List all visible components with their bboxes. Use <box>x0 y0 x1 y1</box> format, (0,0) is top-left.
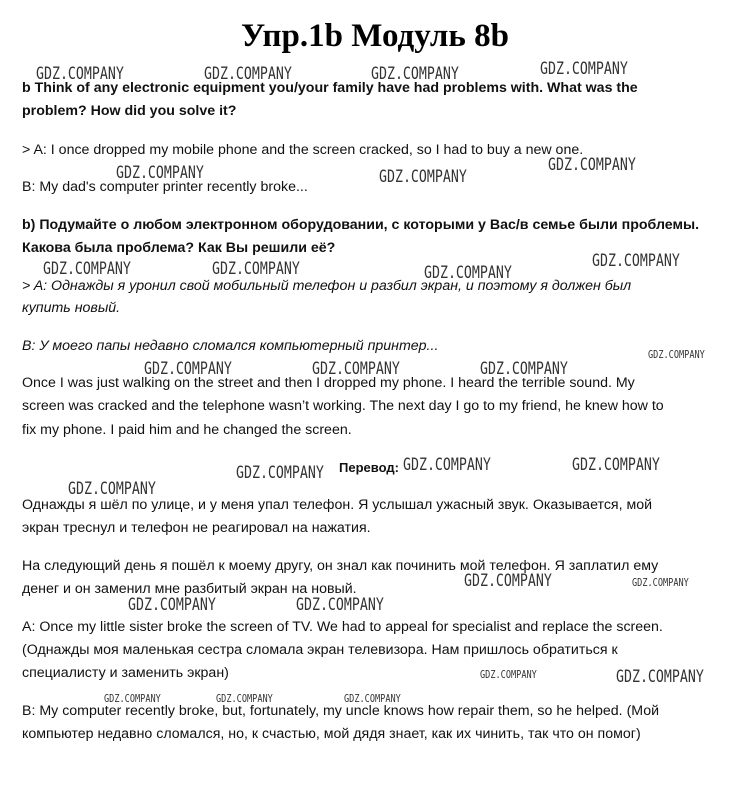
task-ru-line-2: Какова была проблема? Как Вы решили её? <box>22 240 336 256</box>
answer2-line-1: A: Once my little sister broke the screen of TV. We had to appeal for specialist and replace the screen. <box>22 619 663 635</box>
watermark: GDZ.COMPANY <box>128 595 216 615</box>
answer1-en-line-3: fix my phone. I paid him and he changed the screen. <box>22 422 352 438</box>
watermark: GDZ.COMPANY <box>632 576 689 589</box>
watermark: GDZ.COMPANY <box>403 455 491 475</box>
watermark: GDZ.COMPANY <box>104 692 161 705</box>
watermark: GDZ.COMPANY <box>68 479 156 499</box>
watermark: GDZ.COMPANY <box>548 155 636 175</box>
watermark: GDZ.COMPANY <box>43 259 131 279</box>
watermark: GDZ.COMPANY <box>204 64 292 84</box>
example-en-b: B: My dad's computer printer recently broke... <box>22 179 308 195</box>
watermark: GDZ.COMPANY <box>212 259 300 279</box>
watermark: GDZ.COMPANY <box>344 692 401 705</box>
watermark: GDZ.COMPANY <box>572 455 660 475</box>
answer1-ru-p2-line-1: На следующий день я пошёл к моему другу, он знал как починить мой телефон. Я заплатил ему <box>22 558 659 574</box>
watermark: GDZ.COMPANY <box>648 348 705 361</box>
watermark: GDZ.COMPANY <box>312 359 400 379</box>
answer3-line-1: B: My computer recently broke, but, fortunately, my uncle knows how repair them, so he helped. (Мой <box>22 703 660 719</box>
answer3-line-2: компьютер недавно сломался, но, к счастью, мой дядя знает, как их чинить, так что он помог) <box>22 726 641 742</box>
translation-label: Перевод: <box>339 460 399 475</box>
example-ru-b: B: У моего папы недавно сломался компьютерный принтер... <box>22 338 439 354</box>
example-en-a: > A: I once dropped my mobile phone and the screen cracked, so I had to buy a new one. <box>22 142 584 158</box>
watermark: GDZ.COMPANY <box>236 463 324 483</box>
answer1-en-line-1: Once I was just walking on the street and then I dropped my phone. I heard the terrible sound. My <box>22 375 635 391</box>
watermark: GDZ.COMPANY <box>144 359 232 379</box>
example-ru-a-line-1: > A: Однажды я уронил свой мобильный телефон и разбил экран, и поэтому я должен был <box>22 278 632 294</box>
watermark: GDZ.COMPANY <box>464 571 552 591</box>
answer1-en-line-2: screen was cracked and the telephone wasn’t working. The next day I go to my friend, he knew how to <box>22 398 664 414</box>
answer1-ru-p1-line-2: экран треснул и телефон не реагировал на нажатия. <box>22 520 371 536</box>
watermark: GDZ.COMPANY <box>616 667 704 687</box>
watermark: GDZ.COMPANY <box>424 263 512 283</box>
answer2-line-3: специалисту и заменить экран) <box>22 665 229 681</box>
watermark: GDZ.COMPANY <box>216 692 273 705</box>
task-en-line-2: problem? How did you solve it? <box>22 103 237 119</box>
answer1-ru-p1-line-1: Однажды я шёл по улице, и у меня упал телефон. Я услышал ужасный звук. Оказывается, мой <box>22 497 653 513</box>
watermark: GDZ.COMPANY <box>296 595 384 615</box>
watermark: GDZ.COMPANY <box>379 167 467 187</box>
watermark: GDZ.COMPANY <box>540 59 628 79</box>
page-title: Упр.1b Модуль 8b <box>241 18 509 54</box>
task-en-line-1: b Think of any electronic equipment you/your family have had problems with. What was the <box>22 80 638 96</box>
example-ru-a-line-2: купить новый. <box>22 300 121 316</box>
watermark: GDZ.COMPANY <box>480 668 537 681</box>
watermark: GDZ.COMPANY <box>592 251 680 271</box>
watermark: GDZ.COMPANY <box>371 64 459 84</box>
watermark: GDZ.COMPANY <box>480 359 568 379</box>
answer2-line-2: (Однажды моя маленькая сестра сломала экран телевизора. Нам пришлось обратиться к <box>22 642 618 658</box>
watermark: GDZ.COMPANY <box>116 163 204 183</box>
task-ru-line-1: b) Подумайте о любом электронном оборудовании, с которыми у Вас/в семье были проблемы. <box>22 217 700 233</box>
watermark: GDZ.COMPANY <box>36 64 124 84</box>
answer1-ru-p2-line-2: денег и он заменил мне разбитый экран на новый. <box>22 581 357 597</box>
